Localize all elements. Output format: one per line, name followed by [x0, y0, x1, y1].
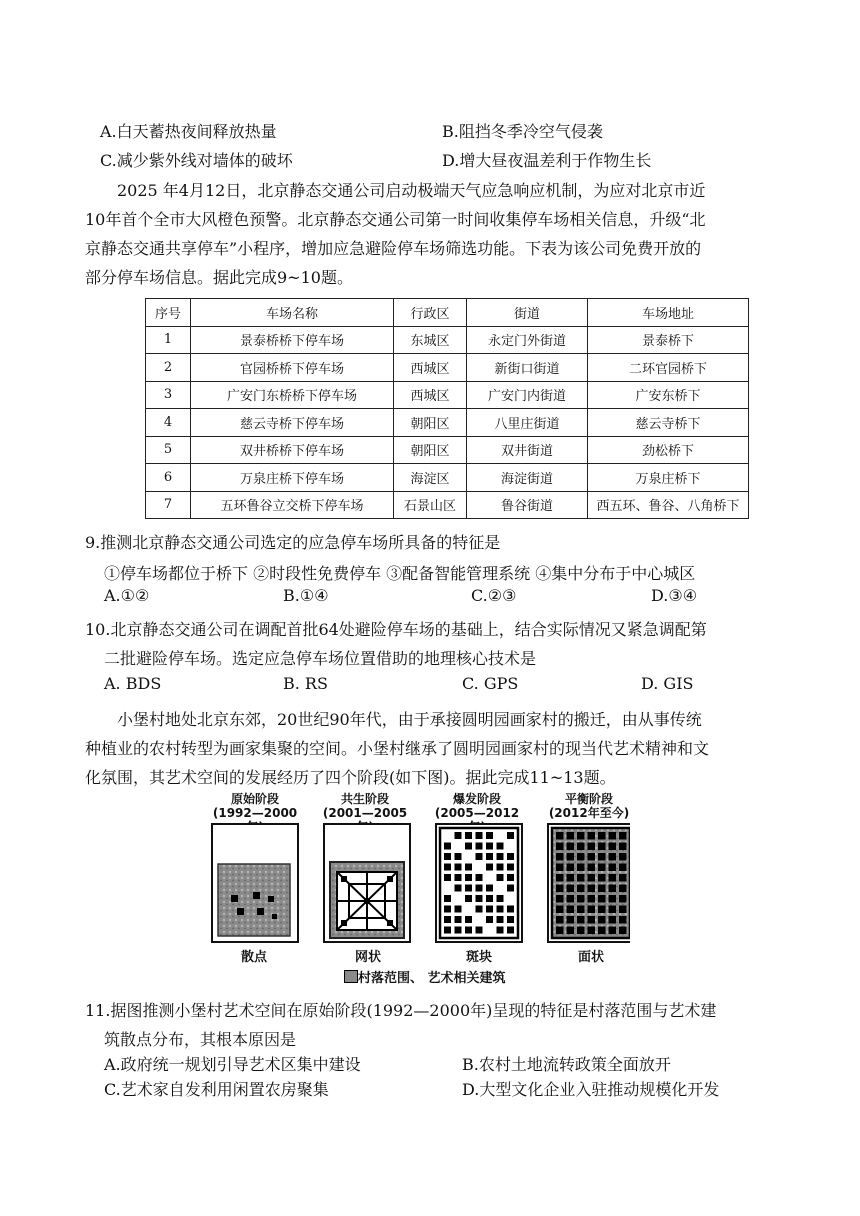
art-building [609, 885, 617, 893]
art-building [497, 927, 504, 934]
art-building [567, 864, 575, 872]
intro2-line: 种植业的农村转型为画家集聚的空间。小堡村继承了圆明园画家村的现当代艺术精神和文 [85, 739, 710, 758]
art-building [444, 927, 451, 934]
table-cell: 景泰桥下 [588, 326, 749, 354]
table-cell: 1 [146, 326, 191, 354]
art-building [567, 853, 575, 861]
art-building [577, 874, 585, 882]
art-building [455, 916, 462, 923]
art-building [619, 874, 627, 882]
intro1-line: 10年首个全市大风橙色预警。北京静态交通公司第一时间收集停车场相关信息，升级“北 [85, 210, 706, 229]
stage-4-years: (2012年至今) [548, 806, 630, 820]
art-building [588, 874, 596, 882]
art-building [556, 906, 564, 914]
art-building [567, 885, 575, 893]
art-building [588, 832, 596, 840]
art-building [619, 864, 627, 872]
art-building [598, 843, 606, 851]
q11-stem-2: 筑散点分布，其根本原因是 [104, 1030, 297, 1049]
table-cell: 万泉庄桥下 [588, 464, 749, 492]
art-building [497, 853, 504, 860]
art-building [577, 927, 585, 935]
stage-1-name: 原始阶段 [230, 792, 279, 806]
art-building [619, 832, 627, 840]
table-row [146, 326, 749, 354]
q10-stem-1: 10.北京静态交通公司在调配首批64处避险停车场的基础上，结合实际情况又紧急调配第 [85, 620, 707, 639]
art-building [577, 906, 585, 914]
table-cell: 海淀区 [394, 464, 467, 492]
art-building [556, 843, 564, 851]
table-cell: 新街口街道 [467, 354, 588, 382]
art-building [444, 874, 451, 881]
table-cell: 官园桥桥下停车场 [191, 354, 394, 382]
art-building [497, 843, 504, 850]
q10-option-b: B. RS [283, 674, 328, 693]
q10-option-c: C. GPS [462, 674, 519, 693]
stage-1-pattern: 散点 [241, 950, 268, 965]
intro-paragraph-2 [85, 705, 765, 792]
art-building [567, 927, 575, 935]
art-building [567, 916, 575, 924]
intro2-line: 化氛围，其艺术空间的发展经历了四个阶段(如下图)。据此完成11~13题。 [85, 768, 616, 787]
table-cell: 2 [146, 354, 191, 382]
art-building [588, 916, 596, 924]
q8-option-d: D.增大昼夜温差利于作物生长 [442, 151, 652, 170]
th-street: 街道 [467, 299, 588, 327]
art-building [598, 853, 606, 861]
art-building [465, 864, 472, 871]
art-building [455, 885, 462, 892]
art-building [486, 832, 493, 839]
table-cell: 八里庄街道 [467, 409, 588, 437]
table-cell: 朝阳区 [394, 436, 467, 464]
table-row [146, 381, 749, 409]
art-building [609, 927, 617, 935]
stage-4-name: 平衡阶段 [564, 792, 613, 806]
legend-text: 村落范围、 艺术相关建筑 [358, 971, 506, 986]
art-building [476, 895, 483, 902]
intro2-line: 小堡村地处北京东郊，20世纪90年代，由于承接圆明园画家村的搬迁，由从事传统 [117, 710, 702, 729]
art-building [598, 832, 606, 840]
art-building [507, 874, 514, 881]
art-building [444, 843, 451, 850]
art-building [588, 885, 596, 893]
art-building [577, 885, 585, 893]
art-building [609, 916, 617, 924]
art-building [556, 895, 564, 903]
table-cell: 劲松桥下 [588, 436, 749, 464]
stage-1-years: (1992—2000 [212, 806, 298, 820]
art-building [619, 885, 627, 893]
q10-stem-2: 二批避险停车场。选定应急停车场位置借助的地理核心技术是 [104, 649, 537, 668]
table-cell: 永定门外街道 [467, 326, 588, 354]
stage-3-pattern: 斑块 [466, 950, 493, 965]
table-header-row [146, 299, 749, 327]
table-row [146, 409, 749, 437]
art-building [444, 916, 451, 923]
art-building [444, 864, 451, 871]
table-cell: 万泉庄桥下停车场 [191, 464, 394, 492]
table-row [146, 354, 749, 382]
art-building [486, 885, 493, 892]
art-building [588, 927, 596, 935]
q11-option-b: B.农村土地流转政策全面放开 [462, 1055, 671, 1074]
art-building [556, 885, 564, 893]
art-building [486, 843, 493, 850]
art-building [486, 906, 493, 913]
village-area [218, 864, 290, 936]
art-building [455, 927, 462, 934]
art-building [497, 874, 504, 881]
art-building [619, 895, 627, 903]
art-building [619, 906, 627, 914]
table-cell: 五环鲁谷立交桥下停车场 [191, 491, 394, 519]
q11-stem-1: 11.据图推测小堡村艺术空间在原始阶段(1992—2000年)呈现的特征是村落范围与艺术建 [85, 1001, 717, 1020]
figure-legend [344, 967, 506, 986]
table-cell: 慈云寺桥下停车场 [191, 409, 394, 437]
art-building [588, 864, 596, 872]
art-building [588, 906, 596, 914]
table-cell: 景泰桥桥下停车场 [191, 326, 394, 354]
table-row [146, 464, 749, 492]
table-cell: 石景山区 [394, 491, 467, 519]
art-building [497, 864, 504, 871]
art-building [619, 916, 627, 924]
art-building [598, 864, 606, 872]
art-building [476, 832, 483, 839]
art-building [598, 906, 606, 914]
art-building [577, 843, 585, 851]
art-building [486, 895, 493, 902]
art-building [444, 853, 451, 860]
q9-option-d: D.③④ [651, 586, 698, 605]
table-cell: 4 [146, 409, 191, 437]
art-building [497, 916, 504, 923]
art-building [588, 853, 596, 861]
intro1-line: 京静态交通共享停车”小程序，增加应急避险停车场筛选功能。下表为该公司免费开放的 [85, 239, 702, 258]
art-building [507, 853, 514, 860]
q9-items: ①停车场都位于桥下 ②时段性免费停车 ③配备智能管理系统 ④集中分布于中心城区 [104, 564, 696, 583]
art-building [486, 916, 493, 923]
art-building [507, 906, 514, 913]
intro-paragraph-1 [85, 176, 765, 292]
art-building [476, 906, 483, 913]
art-building [577, 916, 585, 924]
table-cell: 二环官园桥下 [588, 354, 749, 382]
art-building [619, 853, 627, 861]
table-cell: 5 [146, 436, 191, 464]
art-building [507, 832, 514, 839]
table-cell: 双井桥桥下停车场 [191, 436, 394, 464]
q10-option-a: A. BDS [104, 674, 162, 693]
stage-2-pattern: 网状 [355, 950, 382, 965]
q11-option-a: A.政府统一规划引导艺术区集中建设 [104, 1055, 361, 1074]
stage-2-panel [324, 824, 410, 942]
art-building [567, 895, 575, 903]
art-building [588, 895, 596, 903]
q9-option-c: C.②③ [471, 586, 517, 605]
art-building [556, 916, 564, 924]
art-building [465, 874, 472, 881]
q9-stem: 9.推测北京静态交通公司选定的应急停车场所具备的特征是 [85, 533, 501, 552]
art-building [497, 895, 504, 902]
art-building [556, 864, 564, 872]
stage-3-panel [436, 824, 522, 942]
q10-option-d: D. GIS [641, 674, 694, 693]
parking-table [145, 298, 749, 519]
art-building [577, 864, 585, 872]
stage-4-pattern: 面状 [578, 950, 605, 965]
stage-1-panel [212, 824, 298, 942]
th-district: 行政区 [394, 299, 467, 327]
art-building [476, 885, 483, 892]
art-building [465, 832, 472, 839]
art-building [486, 853, 493, 860]
art-building [465, 843, 472, 850]
th-name: 车场名称 [191, 299, 394, 327]
art-building [588, 843, 596, 851]
art-building [556, 874, 564, 882]
art-building [465, 895, 472, 902]
art-building [598, 927, 606, 935]
table-cell: 海淀街道 [467, 464, 588, 492]
th-index: 序号 [146, 299, 191, 327]
stage-4-caption [544, 792, 634, 820]
stage-3-name: 爆发阶段 [452, 792, 501, 806]
art-building [455, 864, 462, 871]
q8-option-b: B.阻挡冬季冷空气侵袭 [442, 122, 603, 141]
table-cell: 6 [146, 464, 191, 492]
table-cell: 西城区 [394, 354, 467, 382]
art-building [567, 832, 575, 840]
art-building [507, 927, 514, 934]
table-cell: 广安门东桥桥下停车场 [191, 381, 394, 409]
art-building [567, 843, 575, 851]
table-cell: 西城区 [394, 381, 467, 409]
art-building [465, 927, 472, 934]
art-building [476, 853, 483, 860]
table-cell: 慈云寺桥下 [588, 409, 749, 437]
art-building [577, 895, 585, 903]
q8-option-a: A.白天蓄热夜间释放热量 [100, 122, 277, 141]
table-cell: 7 [146, 491, 191, 519]
stage-3-years: (2005—2012 [434, 806, 520, 820]
table-cell: 广安门内街道 [467, 381, 588, 409]
art-building [609, 832, 617, 840]
table-cell: 东城区 [394, 326, 467, 354]
art-building [619, 843, 627, 851]
art-building [556, 853, 564, 861]
stage-2-years: (2001—2005 [322, 806, 408, 820]
art-building [476, 874, 483, 881]
table-cell: 西五环、鲁谷、八角桥下 [588, 491, 749, 519]
art-building [455, 853, 462, 860]
stage-4-panel [548, 824, 630, 942]
art-building [567, 906, 575, 914]
village-swatch [344, 970, 358, 983]
table-row [146, 491, 749, 519]
art-building [609, 895, 617, 903]
art-building [455, 874, 462, 881]
art-building [507, 885, 514, 892]
art-building [556, 832, 564, 840]
th-address: 车场地址 [588, 299, 749, 327]
art-building [577, 853, 585, 861]
table-cell: 双井街道 [467, 436, 588, 464]
art-building [507, 864, 514, 871]
art-building [609, 906, 617, 914]
art-building [598, 916, 606, 924]
art-building [444, 895, 451, 902]
intro1-line: 2025 年4月12日，北京静态交通公司启动极端天气应急响应机制，为应对北京市近 [117, 181, 706, 200]
art-building [497, 906, 504, 913]
art-building [609, 843, 617, 851]
art-building [465, 885, 472, 892]
intro1-line: 部分停车场信息。据此完成9~10题。 [85, 268, 353, 287]
art-building [455, 832, 462, 839]
art-building [598, 895, 606, 903]
table-row [146, 436, 749, 464]
art-building [577, 832, 585, 840]
art-building [476, 927, 483, 934]
table-cell: 鲁谷街道 [467, 491, 588, 519]
q11-option-d: D.大型文化企业入驻推动规模化开发 [462, 1080, 720, 1099]
art-building [609, 853, 617, 861]
art-building [609, 864, 617, 872]
stage-2-name: 共生阶段 [340, 792, 389, 806]
q8-option-c: C.减少紫外线对墙体的破坏 [100, 151, 293, 170]
q9-option-b: B.①④ [283, 586, 329, 605]
art-building [444, 906, 451, 913]
art-building [619, 927, 627, 935]
art-building [598, 874, 606, 882]
q11-option-c: C.艺术家自发利用闲置农房聚集 [104, 1080, 329, 1099]
table-cell: 3 [146, 381, 191, 409]
table-cell: 朝阳区 [394, 409, 467, 437]
art-building [567, 874, 575, 882]
art-building [598, 885, 606, 893]
art-building [556, 927, 564, 935]
art-building [476, 843, 483, 850]
art-building [507, 916, 514, 923]
art-building [455, 906, 462, 913]
q9-option-a: A.①② [104, 586, 150, 605]
art-building [465, 916, 472, 923]
stages-diagram [210, 822, 630, 944]
table-cell: 广安东桥下 [588, 381, 749, 409]
art-building [609, 874, 617, 882]
art-building [486, 864, 493, 871]
